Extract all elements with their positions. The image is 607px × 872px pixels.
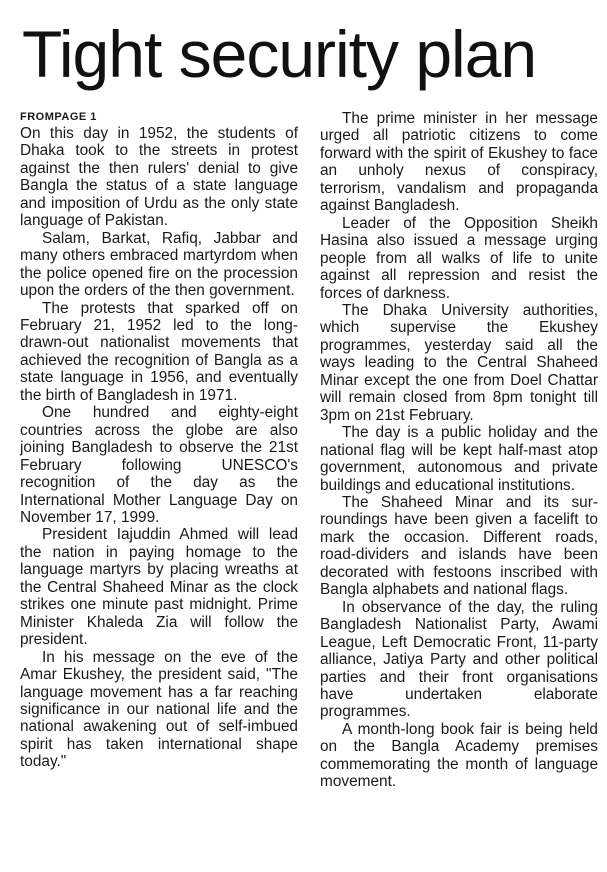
headline: Tight security plan — [22, 17, 537, 91]
paragraph: The protests that sparked off on February 21, 1952 led to the long-drawn-out nationalist movements that achieved the recognition of Bangla as a state language in 1956, and eventually the birth of Bangladesh in 1971. — [20, 299, 298, 404]
paragraph: In observance of the day, the ruling Bangladesh Nationalist Party, Awami League, Left Democratic Front, 11-party alliance, Jatiya Party and other political parties and their front organisations have undertaken elaborate programmes. — [320, 598, 598, 721]
paragraph: The Shaheed Minar and its surroundings have been given a facelift to mark the occasion. Different roads, road-dividers and islands have been decorated with festoons inscribed with Bangla alphabets and national flags. — [320, 493, 598, 599]
paragraph: On this day in 1952, the students of Dhaka took to the streets in protest against the then rulers' denial to give Bangla the status of a state language and imposition of Urdu as the only state language of Pakistan. — [20, 125, 298, 230]
paragraph: The prime minister in her message urged all patriotic citizens to come forward with the spirit of Ekushey to face an unholy nexus of conspiracy, terrorism, vandalism and propaganda against Bangladesh. — [320, 110, 598, 215]
article-column-left — [20, 110, 298, 771]
paragraph: A month-long book fair is being held on the Bangla Academy premises commemorating the month of language movement. — [320, 720, 598, 791]
paragraph: The day is a public holiday and the national flag will be kept half-mast atop government, autonomous and private buildings and educational institutions. — [320, 424, 598, 494]
paragraph: In his message on the eve of the Amar Ekushey, the president said, "The language movement has a far reaching significance in our national life and the national awakening out of self-imbued spirit has taken international shape today." — [20, 648, 298, 771]
article-column-right — [320, 110, 598, 791]
jump-label: FROMPAGE 1 — [20, 111, 97, 123]
paragraph: Salam, Barkat, Rafiq, Jabbar and many others embraced martyrdom when the police opened fire on the procession upon the orders of the then government. — [20, 229, 298, 300]
paragraph: The Dhaka University authorities, which supervise the Ekushey programmes, yesterday said all the ways leading to the Central Shaheed Minar except the one from Doel Chattar will remain closed from 8pm tonight till 3pm on 21st February. — [320, 301, 598, 424]
paragraph: President Iajuddin Ahmed will lead the nation in paying homage to the language martyrs by placing wreaths at the Central Shaheed Minar as the clock strikes one minute past midnight. Prime Minister Khaleda Zia will follow the president. — [20, 526, 298, 649]
paragraph: Leader of the Opposition Sheikh Hasina also issued a message urging people from all walks of life to unite against all repression and resist the forces of darkness. — [320, 214, 598, 302]
paragraph: One hundred and eighty-eight countries across the globe are also joining Bangladesh to observe the 21st February following UNESCO's recognition of the day as the International Mother Language Day on November 17, 1999. — [20, 404, 298, 526]
